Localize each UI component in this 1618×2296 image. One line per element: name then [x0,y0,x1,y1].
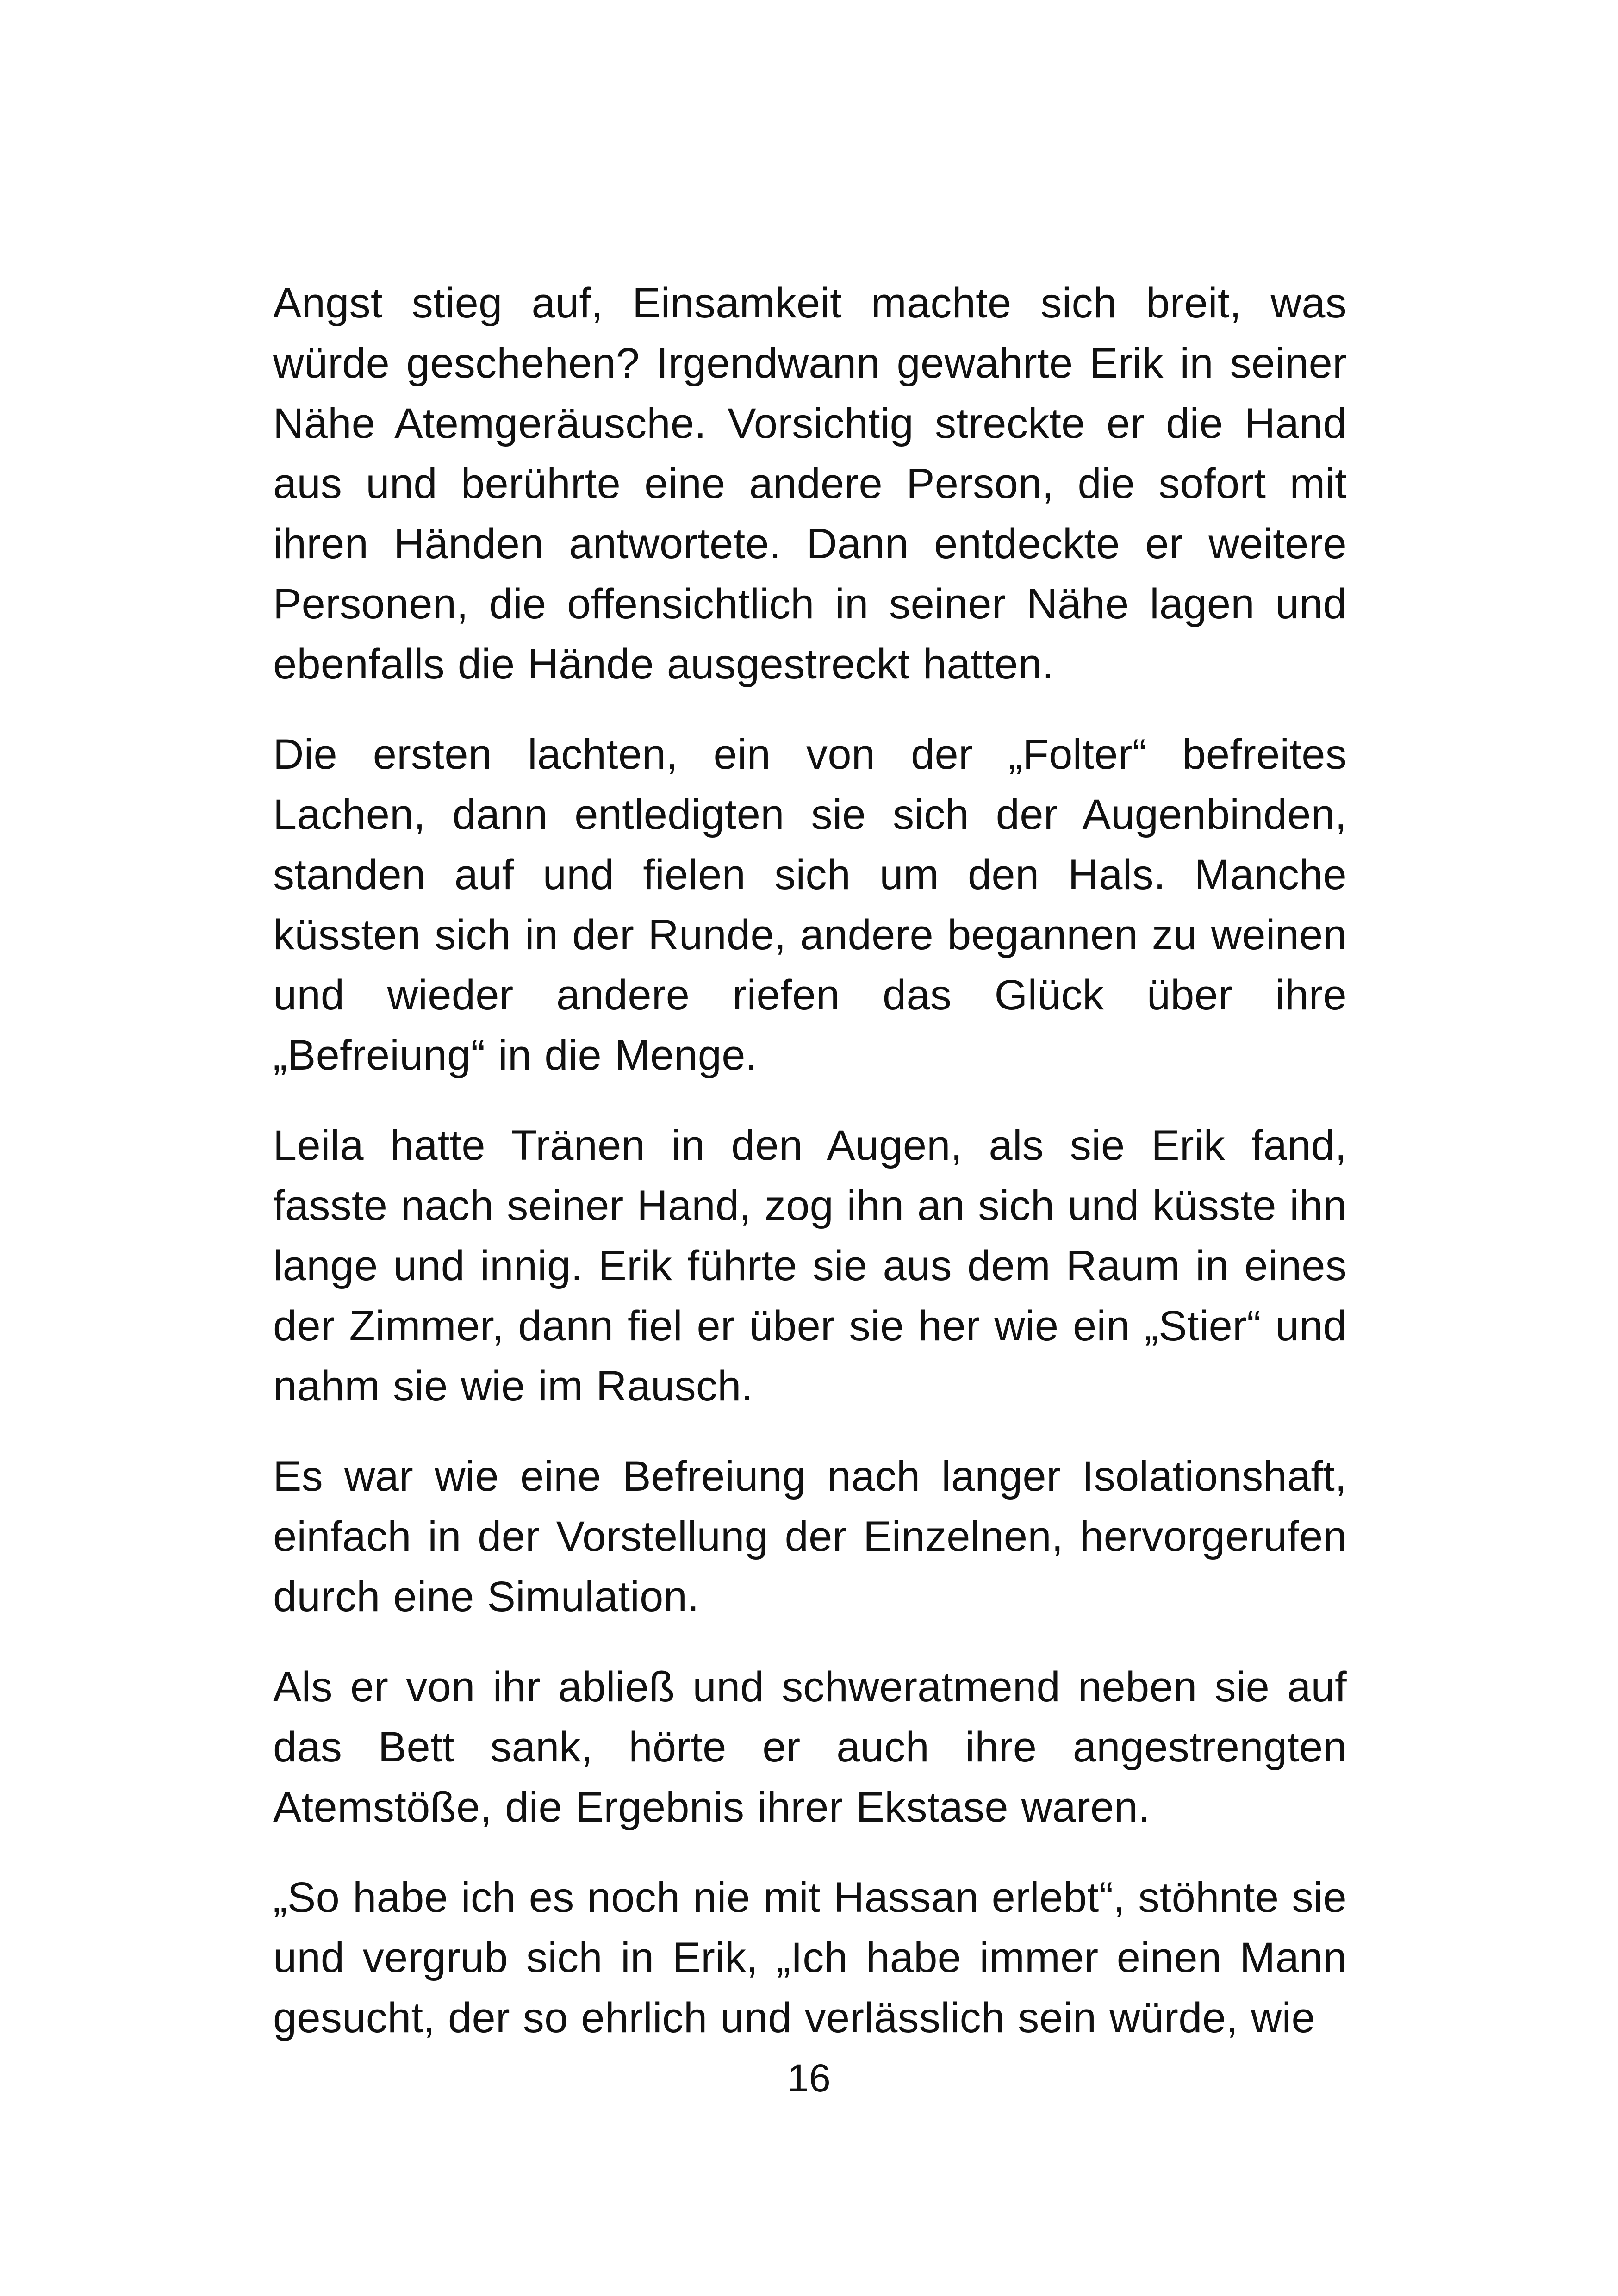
page-number: 16 [787,2056,831,2100]
paragraph: Leila hatte Tränen in den Augen, als sie Erik fand, fasste nach seiner Hand, zog ihn an sich und küsste ihn lange und innig. Erik führte sie aus dem Raum in eines der Zimmer, dann fiel er über sie her wie ein „Stier“ und nahm sie wie im Rausch. [273,1122,1347,1410]
paragraph: Die ersten lachten, ein von der „Folter“ befreites Lachen, dann entledigten sie sich der Augenbinden, standen auf und fielen sich um den Hals. Manche küssten sich in der Runde, andere begannen zu weinen und wieder andere riefen das Glück über ihre „Befreiung“ in die Menge. [273,731,1347,1079]
body-text [273,273,1347,2078]
paragraph: Als er von ihr abließ und schweratmend neben sie auf das Bett sank, hörte er auch ihre angestrengten Atemstöße, die Ergebnis ihrer Ekstase waren. [273,1663,1347,1831]
paragraph: Es war wie eine Befreiung nach langer Isolationshaft, einfach in der Vorstellung der Einzelnen, hervorgerufen durch eine Simulation. [273,1453,1347,1620]
paragraph: Angst stieg auf, Einsamkeit machte sich breit, was würde geschehen? Irgendwann gewahrte Erik in seiner Nähe Atemgeräusche. Vorsichtig streckte er die Hand aus und berührte eine andere Person, die sofort mit ihren Händen antwortete. Dann entdeckte er weitere Personen, die offensichtlich in seiner Nähe lagen und ebenfalls die Hände ausgestreckt hatten. [273,280,1347,688]
paragraph: „So habe ich es noch nie mit Hassan erlebt“, stöhnte sie und vergrub sich in Erik, „Ich habe immer einen Mann gesucht, der so ehrlich und verlässlich sein würde, wie [273,1874,1347,2041]
